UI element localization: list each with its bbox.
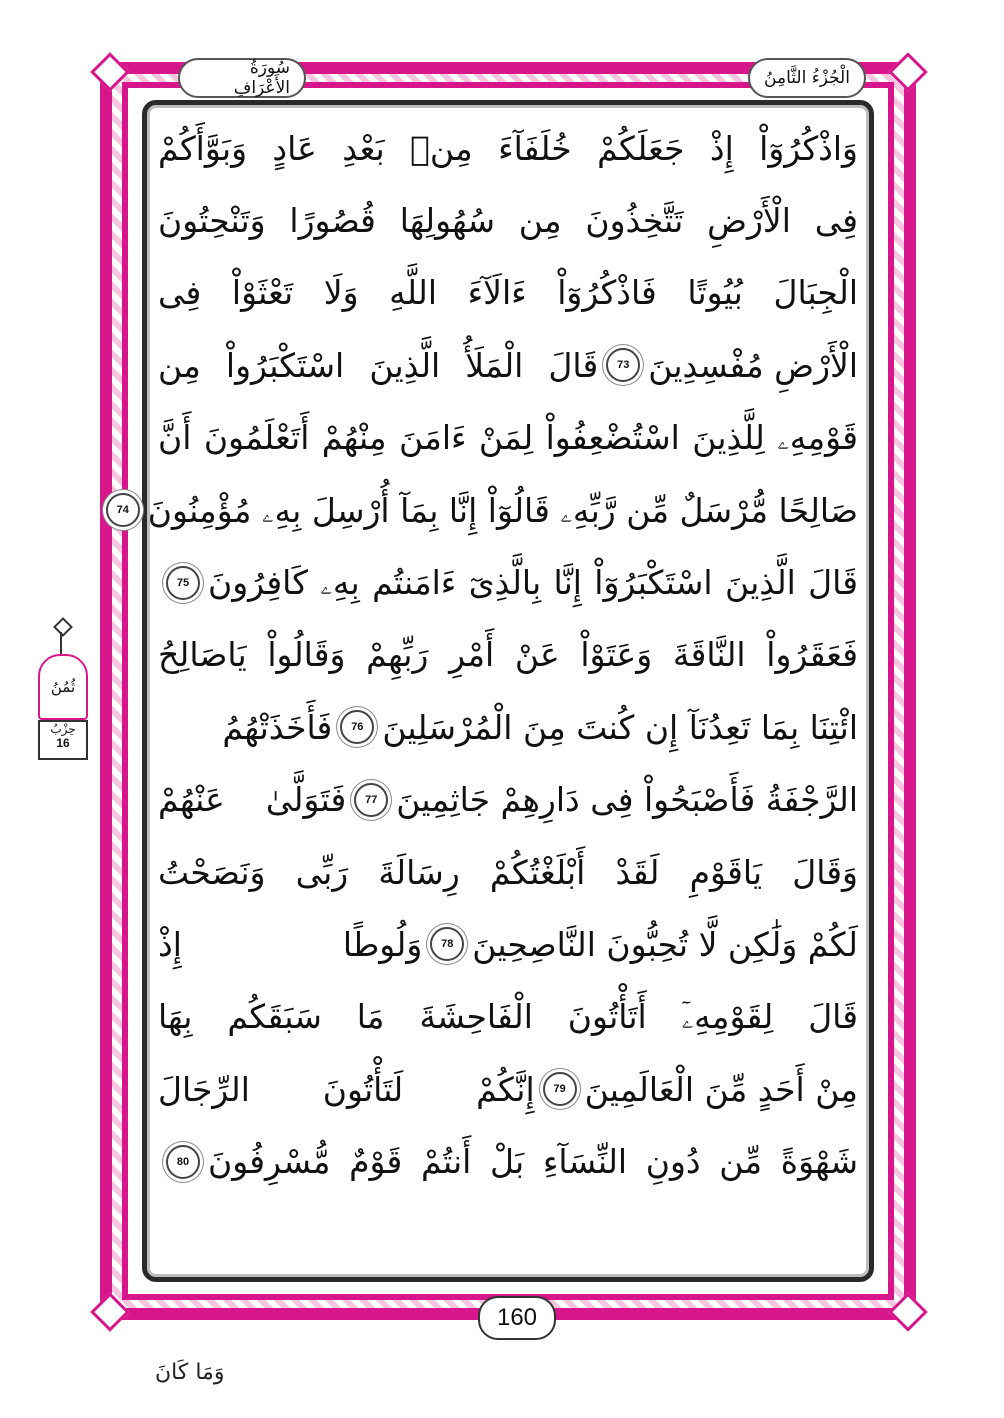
- ayah-marker: 80: [166, 1145, 200, 1179]
- text-line: [158, 764, 858, 836]
- text-line: [158, 981, 858, 1053]
- text-line: [158, 908, 858, 980]
- text-line: [158, 546, 858, 618]
- quran-text-block: [116, 112, 858, 1272]
- text-line: [158, 112, 858, 184]
- line-text: قَالَ الَّذِينَ اسْتَكْبَرُوٓاْ إِنَّا بِالَّذِىٓ ءَامَنتُم بِهِۦ كَافِرُونَ: [208, 563, 858, 603]
- text-line: [116, 474, 858, 546]
- line-text: وَقَالَ يَاقَوْمِ لَقَدْ أَبْلَغْتُكُمْ رِسَالَةَ رَبِّى وَنَصَحْتُ: [158, 852, 858, 892]
- text-line: [158, 329, 858, 401]
- line-text: الْأَرْضِ مُفْسِدِينَ: [648, 345, 858, 385]
- text-line: [158, 691, 858, 763]
- ayah-marker: 78: [430, 927, 464, 961]
- line-text: صَالِحًا مُّرْسَلٌ مِّن رَّبِّهِۦ قَالُوٓاْ إِنَّا بِمَآ أُرْسِلَ بِهِۦ مُؤْمِنُونَ: [147, 490, 858, 530]
- catchword: وَمَا كَانَ: [155, 1360, 225, 1385]
- line-text: وَاذْكُرُوٓاْ إِذْ جَعَلَكُمْ خُلَفَآءَ مِنۢ بَعْدِ عَادٍ وَبَوَّأَكُمْ: [158, 128, 858, 168]
- line-text: قَالَ الْمَلَأُ الَّذِينَ اسْتَكْبَرُواْ مِن: [158, 345, 599, 385]
- line-text: إِنَّكُمْ لَتَأْتُونَ الرِّجَالَ: [158, 1069, 535, 1109]
- line-text: فِى الْأَرْضِ تَتَّخِذُونَ مِن سُهُولِهَا قُصُورًا وَتَنْحِتُونَ: [158, 201, 858, 241]
- line-text: شَهْوَةً مِّن دُونِ النِّسَآءِ بَلْ أَنتُمْ قَوْمٌ مُّسْرِفُونَ: [208, 1142, 858, 1182]
- line-text: مِنْ أَحَدٍ مِّنَ الْعَالَمِينَ: [584, 1069, 858, 1109]
- text-line: [158, 1053, 858, 1125]
- hizb-number-box: [38, 720, 88, 760]
- text-line: [158, 402, 858, 474]
- thumun-label: ثُمُنُ: [38, 654, 88, 720]
- line-text: فَأَخَذَتْهُمُ: [222, 707, 333, 747]
- ayah-marker: 76: [340, 710, 374, 744]
- line-text: قَالَ لِقَوْمِهِۦٓ أَتَأْتُونَ الْفَاحِشَةَ مَا سَبَقَكُم بِهَا: [158, 997, 858, 1037]
- line-text: الْجِبَالَ بُيُوتًا فَاذْكُرُوٓاْ ءَالَآءَ اللَّهِ وَلَا تَعْثَوْاْ فِى: [158, 273, 858, 313]
- ayah-marker: 79: [543, 1072, 577, 1106]
- line-text: فَتَوَلَّىٰ عَنْهُمْ: [158, 780, 347, 820]
- line-text: فَعَقَرُواْ النَّاقَةَ وَعَتَوْاْ عَنْ أَمْرِ رَبِّهِمْ وَقَالُواْ يَاصَالِحُ: [158, 635, 858, 675]
- juz-name-label: الْجُزْءُ الثَّامِنُ: [748, 58, 866, 98]
- line-text: ائْتِنَا بِمَا تَعِدُنَآ إِن كُنتَ مِنَ الْمُرْسَلِينَ: [382, 707, 858, 747]
- hizb-marker: [32, 620, 92, 760]
- diamond-icon: [53, 617, 73, 637]
- line-text: الرَّجْفَةُ فَأَصْبَحُواْ فِى دَارِهِمْ جَاثِمِينَ: [396, 780, 858, 820]
- text-line: [158, 836, 858, 908]
- ayah-marker: 73: [606, 348, 640, 382]
- line-text: قَوْمِهِۦ لِلَّذِينَ اسْتُضْعِفُواْ لِمَنْ ءَامَنَ مِنْهُمْ أَتَعْلَمُونَ أَنَّ: [158, 418, 858, 458]
- surah-name-label: سُورَةُ الأَعْرَافِ: [178, 58, 306, 98]
- page-number: 160: [478, 1296, 556, 1340]
- ayah-marker: 75: [166, 566, 200, 600]
- line-text: وَلُوطًا إِذْ: [158, 924, 423, 964]
- text-line: [158, 1125, 858, 1197]
- text-line: [158, 257, 858, 329]
- ayah-marker: 77: [354, 783, 388, 817]
- hizb-label: حِزْبُ: [50, 722, 76, 736]
- marker-stem: [60, 632, 62, 654]
- line-text: لَكُمْ وَلَٰكِن لَّا تُحِبُّونَ النَّاصِحِينَ: [472, 924, 858, 964]
- text-line: [158, 184, 858, 256]
- ayah-marker: 74: [106, 493, 140, 527]
- text-line: [158, 619, 858, 691]
- hizb-number: 16: [56, 736, 70, 750]
